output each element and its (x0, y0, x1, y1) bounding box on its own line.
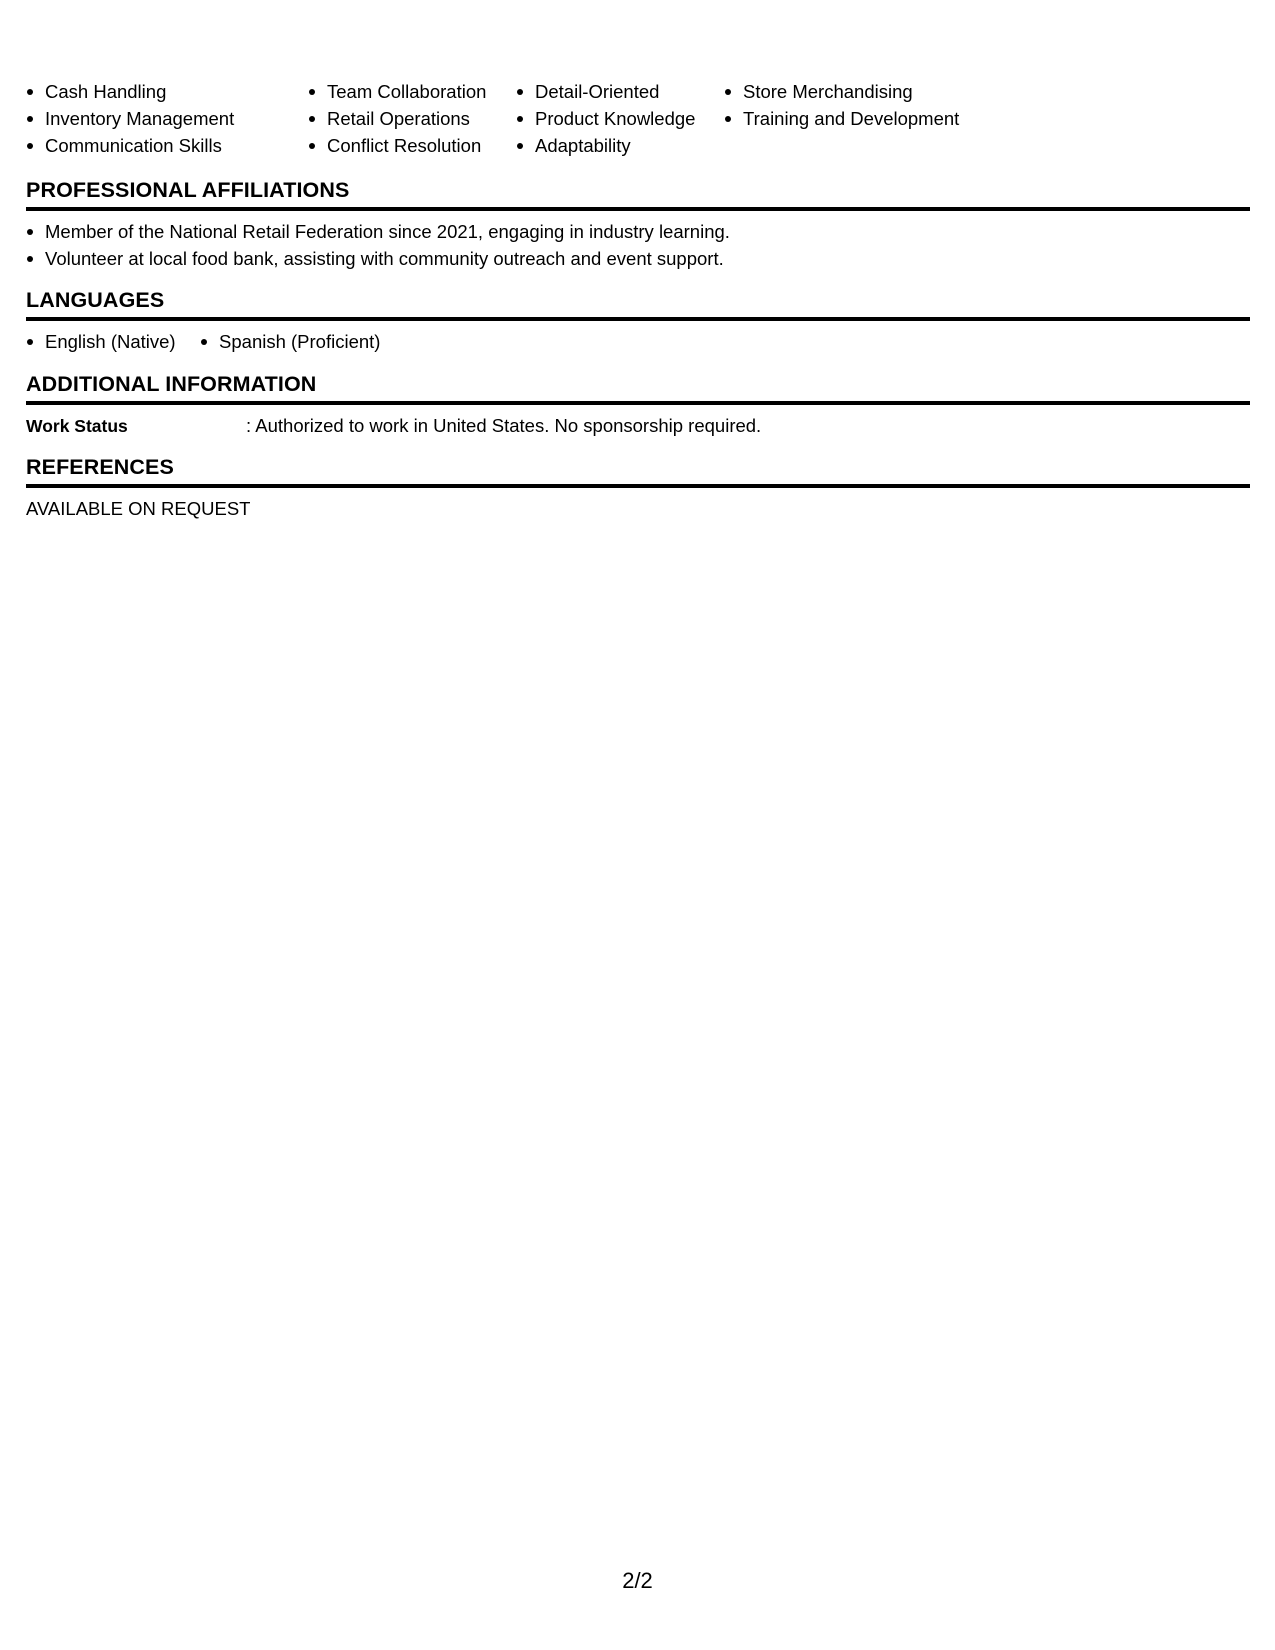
skill-item: Conflict Resolution (308, 132, 486, 159)
skill-item: Inventory Management (26, 105, 234, 132)
skills-column-1 (26, 78, 234, 159)
languages-heading: LANGUAGES (26, 286, 1250, 321)
skill-item: Adaptability (516, 132, 695, 159)
additional-info-heading: ADDITIONAL INFORMATION (26, 370, 1250, 405)
page-number: 2/2 (622, 1568, 653, 1593)
languages-list (26, 328, 400, 355)
affiliations-heading: PROFESSIONAL AFFILIATIONS (26, 176, 1250, 211)
skill-item: Retail Operations (308, 105, 486, 132)
skill-item: Detail-Oriented (516, 78, 695, 105)
skills-column-3 (516, 78, 695, 159)
affiliation-item: Volunteer at local food bank, assisting with community outreach and event support. (26, 245, 730, 272)
skills-list (26, 78, 1250, 158)
skill-item: Cash Handling (26, 78, 234, 105)
language-item: English (Native) (26, 328, 176, 355)
language-item: Spanish (Proficient) (200, 328, 380, 355)
work-status-row (26, 412, 761, 440)
skills-column-2 (308, 78, 486, 159)
skill-item: Product Knowledge (516, 105, 695, 132)
references-text: AVAILABLE ON REQUEST (26, 498, 251, 519)
skills-column-4 (724, 78, 959, 132)
skill-item: Team Collaboration (308, 78, 486, 105)
references-heading: REFERENCES (26, 453, 1250, 488)
work-status-value: : Authorized to work in United States. No sponsorship required. (246, 415, 762, 436)
skill-item: Store Merchandising (724, 78, 959, 105)
affiliations-list (26, 218, 730, 272)
affiliation-item: Member of the National Retail Federation since 2021, engaging in industry learning. (26, 218, 730, 245)
skill-item: Communication Skills (26, 132, 234, 159)
skill-item: Training and Development (724, 105, 959, 132)
work-status-label: Work Status (26, 416, 128, 436)
